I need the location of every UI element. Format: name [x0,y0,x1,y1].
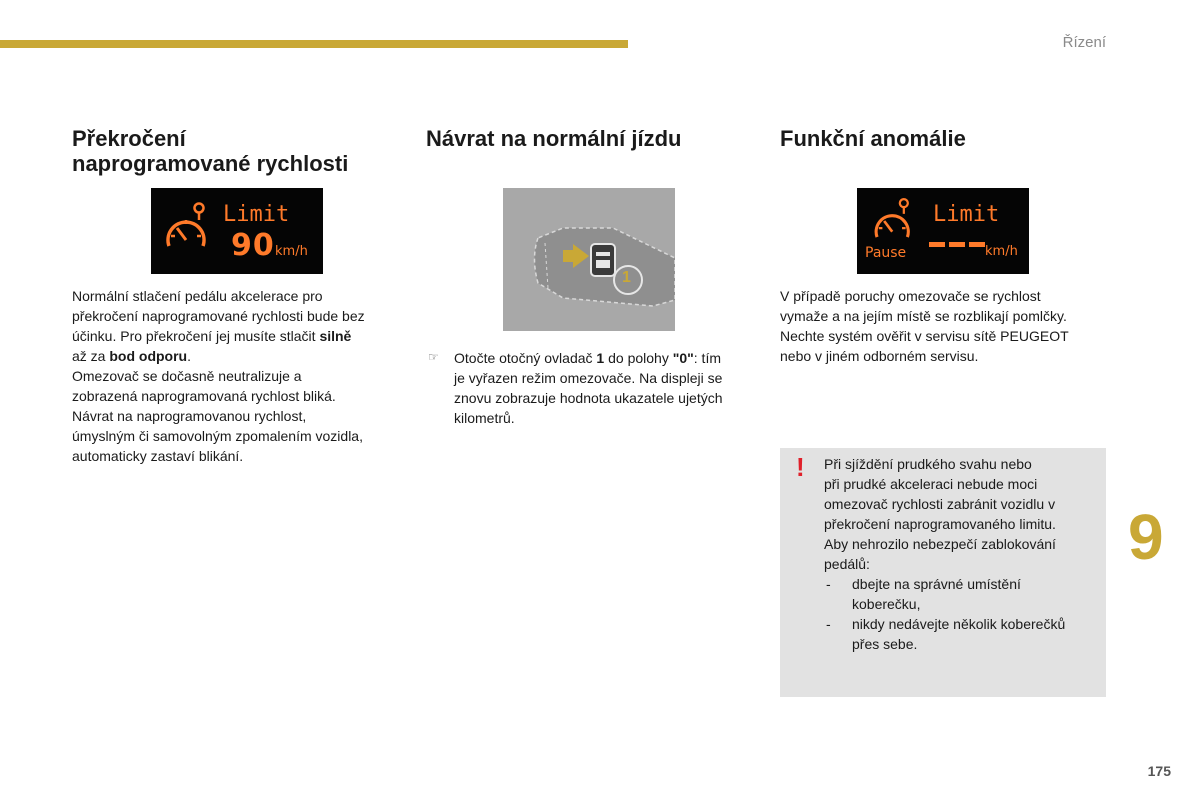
pointing-hand-icon: ☞ [428,350,439,364]
section3-body [780,286,1110,366]
callout-number: 1 [622,269,631,286]
speed-unit: km/h [275,244,308,259]
paragraph: Normální stlačení pedálu akcelerace pro překročení naprogramované rychlosti bude bez účinku. Pro překročení jej musíte stlačit silně až za bod odporu. Omezovač se dočasně neutralizuje a zobrazená naprogramovaná rychlost bliká. Návrat na naprogramovanou rychlost, úmyslným či samovolným zpomalením vozidla, automaticky zastaví blikání. [72,288,365,464]
list-item: - nikdy nedávejte několik koberečků přes sebe. [824,614,1096,654]
blinking-dash [929,242,945,247]
pause-display-image [857,188,1029,274]
exclamation-icon: ! [796,452,805,482]
speedometer-icon [869,196,919,246]
section-speed-exceeded [72,126,398,176]
list-item: - dbejte na správné umístění koberečku, [824,574,1096,614]
bullet-paragraph: Otočte otočný ovladač 1 do polohy "0": tím je vyřazen režim omezovače. Na displeji se znovu zobrazuje hodnota ukazatele ujetých kilometrů. [454,350,723,426]
top-accent-bar [0,40,628,48]
control-stalk-icon [503,188,675,331]
section2-body [454,348,764,428]
warning-list [824,574,1096,654]
blinking-dash [969,242,985,247]
paragraph: V případě poruchy omezovače se rychlost vymaže a na jejím místě se rozblikají pomlčky. Nechte systém ověřit v servisu sítě PEUGEOT nebo v jiném odborném servisu. [780,288,1069,364]
limit-label: Limit [223,202,290,227]
chapter-number: 9 [1128,501,1164,573]
section-title: Funkční anomálie [780,126,966,151]
blinking-dash [949,242,965,247]
chapter-name: Řízení [1062,34,1106,51]
page-number: 175 [1147,763,1171,779]
section-return-normal [426,126,752,151]
speed-unit: km/h [985,244,1018,259]
section-malfunction [780,126,1106,151]
pause-label: Pause [865,245,907,261]
warning-text: Při sjíždění prudkého svahu nebo při prudké akceleraci nebude moci omezovač rychlosti zabránit vozidlu v překročení naprogramovaného limitu. Aby nehrozilo nebezpečí zablokování pedálů: - dbejte na správné umístění koberečku, - nikdy nedávejte několik koberečků přes sebe. [824,454,1096,654]
section-title: Překročení naprogramované rychlosti [72,126,349,176]
section1-body [72,286,402,466]
stalk-illustration [503,188,675,331]
speed-value: 90 [231,228,275,263]
limit-display-image [151,188,323,274]
warning-box [780,448,1106,697]
speedometer-icon [163,200,213,256]
section-title: Návrat na normální jízdu [426,126,682,151]
limit-label: Limit [933,202,1000,227]
